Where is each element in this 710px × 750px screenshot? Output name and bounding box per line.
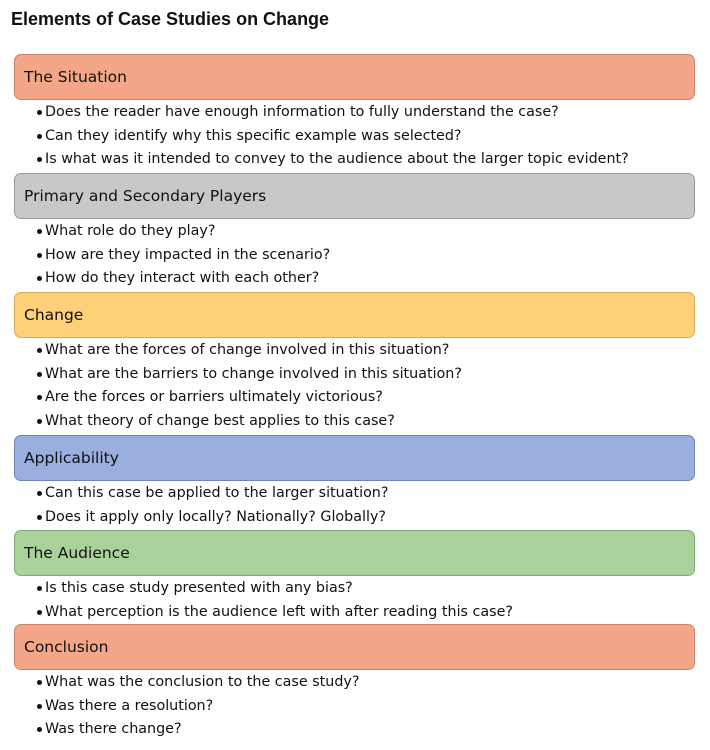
bullet-icon xyxy=(37,515,42,520)
list-item: Does the reader have enough information to fully understand the case? xyxy=(37,101,629,125)
list-item: Was there a resolution? xyxy=(37,695,359,719)
bullet-icon xyxy=(37,348,42,353)
section-header-primary-and-secondary-players: Primary and Secondary Players xyxy=(14,173,695,219)
section-header-applicability: Applicability xyxy=(14,435,695,481)
list-item: Is what was it intended to convey to the audience about the larger topic evident? xyxy=(37,148,629,172)
list-item: How are they impacted in the scenario? xyxy=(37,244,330,268)
list-item: What was the conclusion to the case study? xyxy=(37,671,359,695)
bullet-icon xyxy=(37,157,42,162)
section-bullets-change xyxy=(37,339,462,433)
list-item: Can this case be applied to the larger situation? xyxy=(37,482,388,506)
bullet-icon xyxy=(37,395,42,400)
bullet-icon xyxy=(37,110,42,115)
bullet-icon xyxy=(37,419,42,424)
list-item: What theory of change best applies to this case? xyxy=(37,410,462,434)
list-item: What role do they play? xyxy=(37,220,330,244)
list-item: What are the barriers to change involved in this situation? xyxy=(37,363,462,387)
list-item: Are the forces or barriers ultimately victorious? xyxy=(37,386,462,410)
section-header-change: Change xyxy=(14,292,695,338)
section-header-the-situation: The Situation xyxy=(14,54,695,100)
section-header-the-audience: The Audience xyxy=(14,530,695,576)
bullet-icon xyxy=(37,276,42,281)
list-item: What perception is the audience left with after reading this case? xyxy=(37,601,513,625)
section-bullets-applicability xyxy=(37,482,388,529)
bullet-icon xyxy=(37,491,42,496)
list-item: Can they identify why this specific example was selected? xyxy=(37,125,629,149)
section-header-conclusion: Conclusion xyxy=(14,624,695,670)
bullet-icon xyxy=(37,229,42,234)
list-item: Does it apply only locally? Nationally? Globally? xyxy=(37,506,388,530)
bullet-icon xyxy=(37,680,42,685)
bullet-icon xyxy=(37,372,42,377)
section-bullets-the-audience xyxy=(37,577,513,624)
list-item: Is this case study presented with any bias? xyxy=(37,577,513,601)
bullet-icon xyxy=(37,610,42,615)
list-item: How do they interact with each other? xyxy=(37,267,330,291)
bullet-icon xyxy=(37,727,42,732)
section-bullets-the-situation xyxy=(37,101,629,172)
list-item: Was there change? xyxy=(37,718,359,742)
section-bullets-players xyxy=(37,220,330,291)
bullet-icon xyxy=(37,134,42,139)
bullet-icon xyxy=(37,253,42,258)
bullet-icon xyxy=(37,586,42,591)
list-item: What are the forces of change involved in this situation? xyxy=(37,339,462,363)
page-title: Elements of Case Studies on Change xyxy=(11,9,330,29)
bullet-icon xyxy=(37,704,42,709)
section-bullets-conclusion xyxy=(37,671,359,742)
